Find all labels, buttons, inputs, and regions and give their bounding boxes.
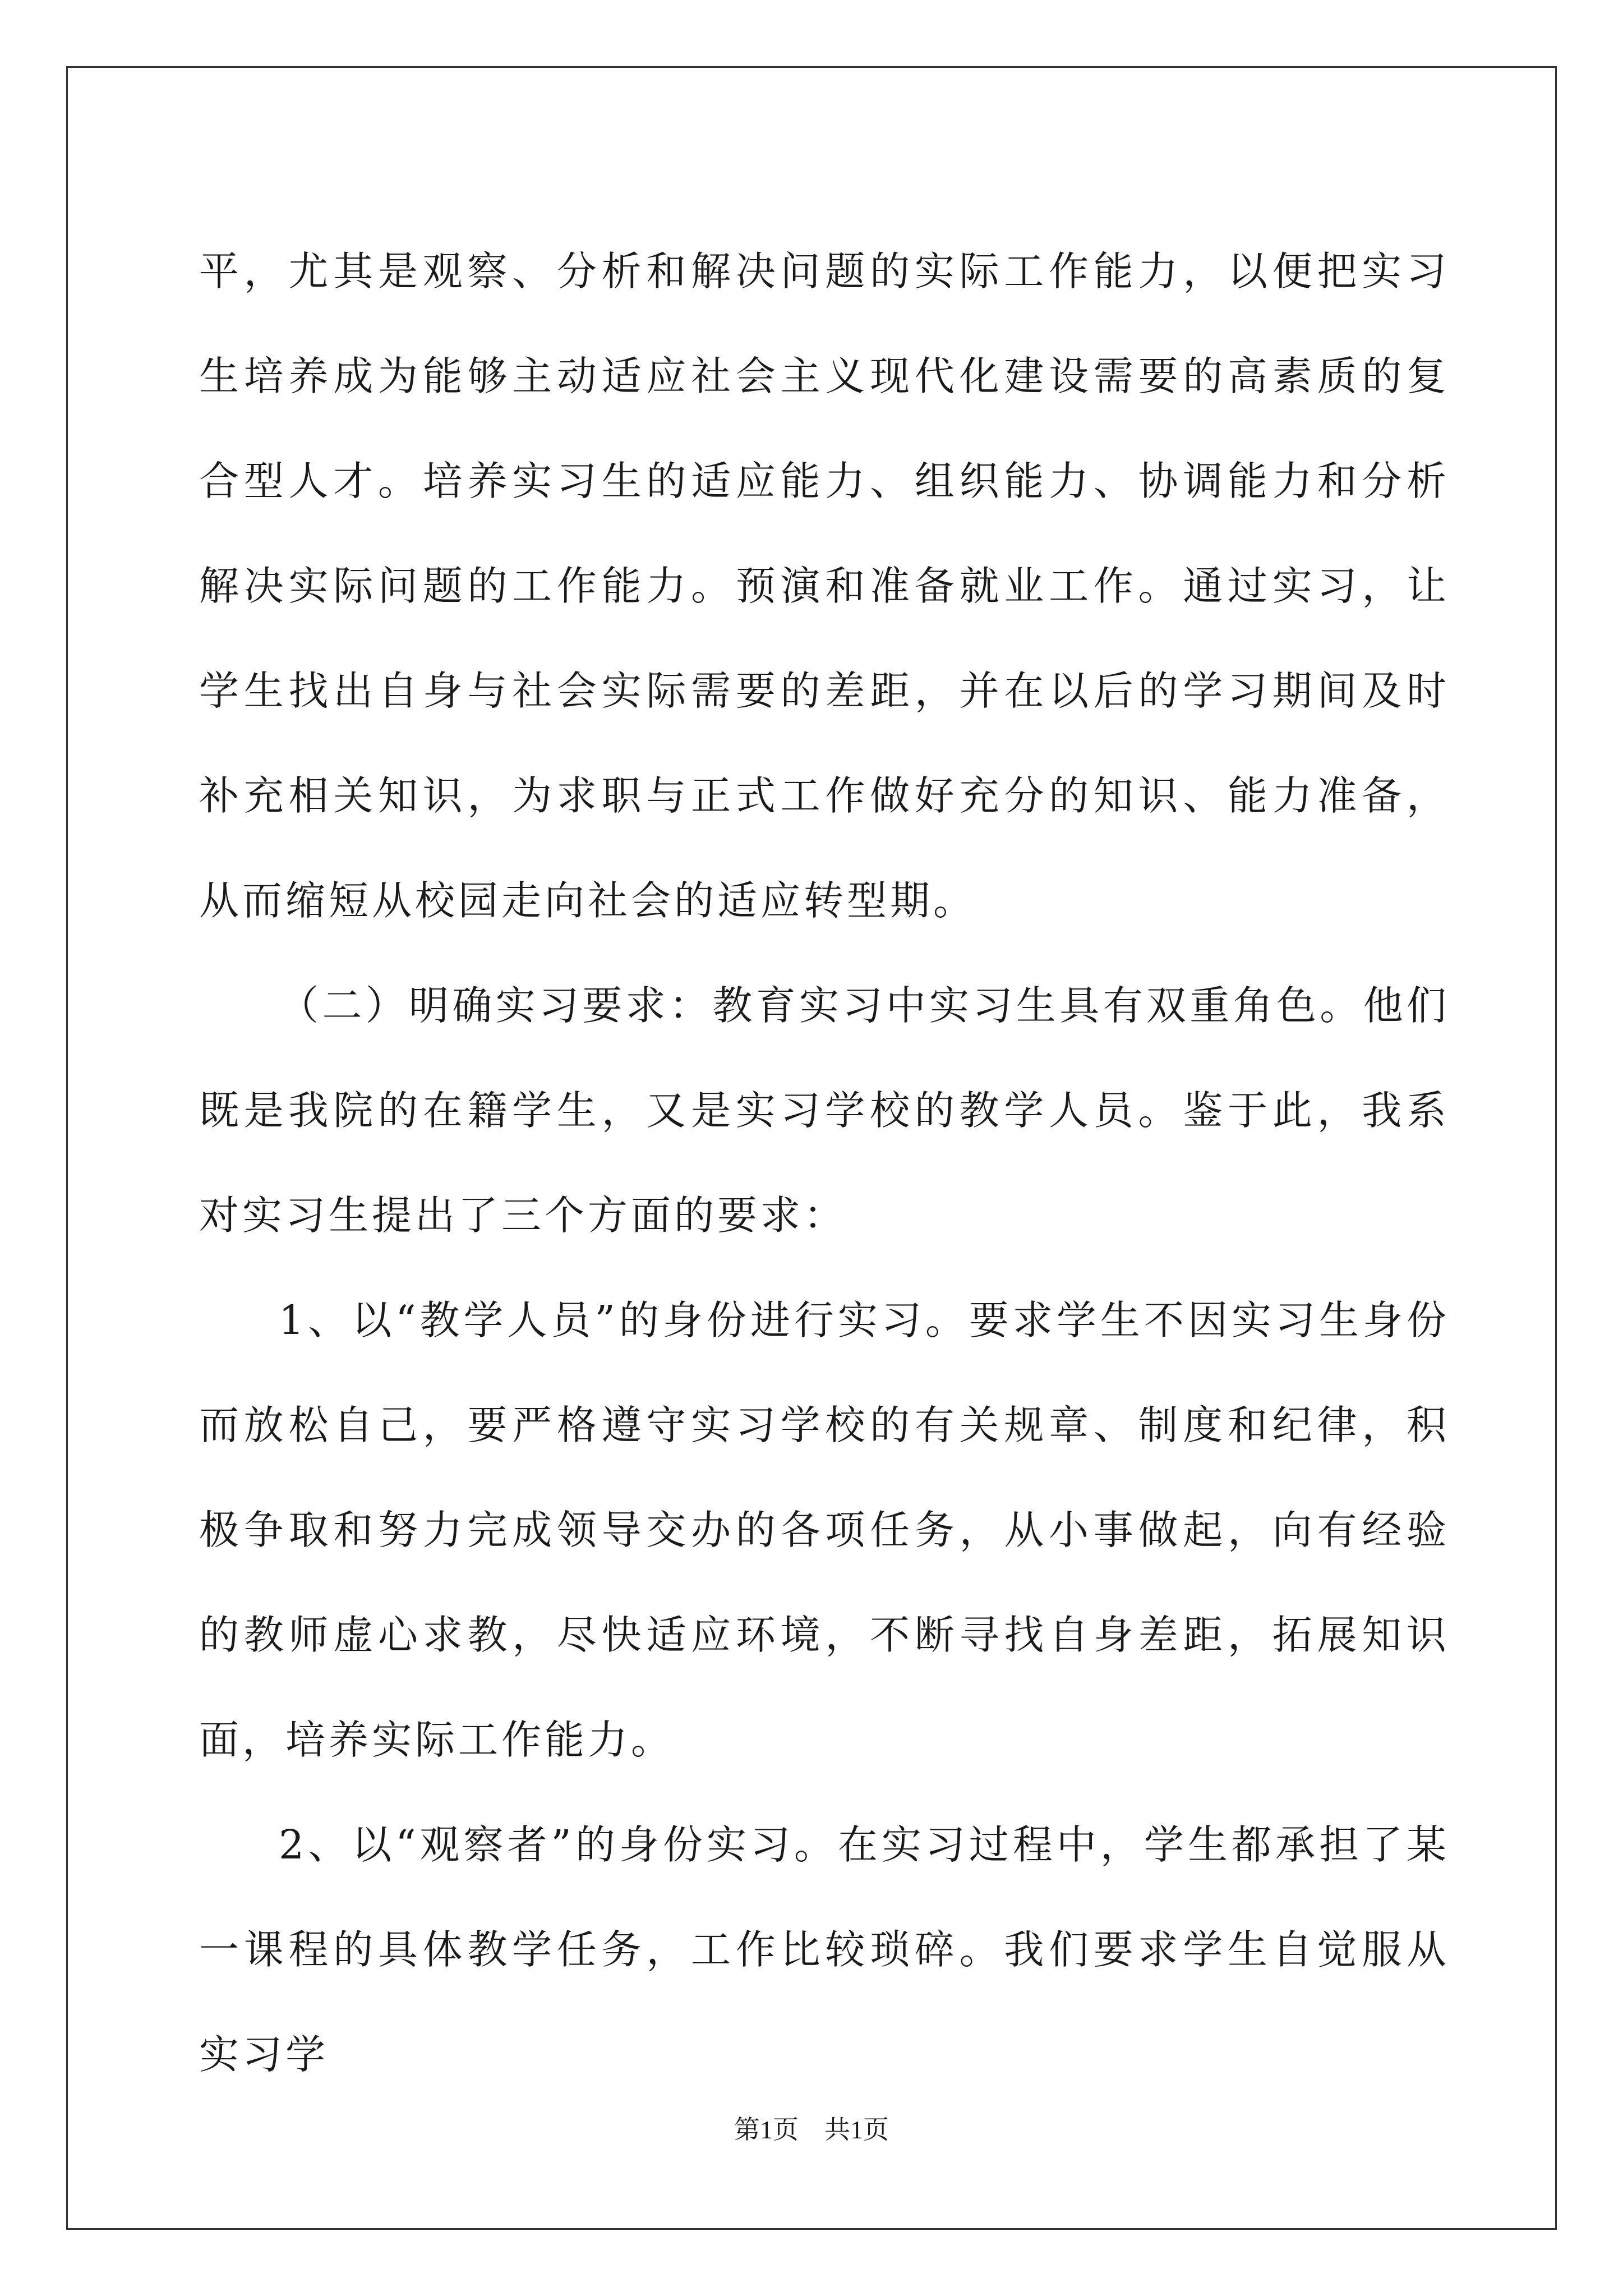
page-number: 第1页 — [734, 2115, 799, 2144]
document-body — [199, 219, 1450, 2107]
page-total: 共1页 — [824, 2115, 889, 2144]
paragraph-requirement-2: 2、以“观察者”的身份实习。在实习过程中，学生都承担了某一课程的具体教学任务，工作比较琐碎。我们要求学生自觉服从实习学 — [199, 1821, 1450, 2078]
paragraph-requirement-1: 1、以“教学人员”的身份进行实习。要求学生不因实习生身份而放松自己，要严格遵守实习学校的有关规章、制度和纪律，积极争取和努力完成领导交办的各项任务，从小事做起，向有经验的教师虚心求教，尽快适应环境，不断寻找自身差距，拓展知识面，培养实际工作能力。 — [199, 1297, 1450, 1763]
page-footer — [0, 2109, 1623, 2146]
paragraph-requirements-intro: （二）明确实习要求：教育实习中实习生具有双重角色。他们既是我院的在籍学生，又是实习学校的教学人员。鉴于此，我系对实习生提出了三个方面的要求： — [199, 982, 1450, 1239]
paragraph-continuation: 平，尤其是观察、分析和解决问题的实际工作能力，以便把实习生培养成为能够主动适应社会主义现代化建设需要的高素质的复合型人才。培养实习生的适应能力、组织能力、协调能力和分析解决实际问题的工作能力。预演和准备就业工作。通过实习，让学生找出自身与社会实际需要的差距，并在以后的学习期间及时补充相关知识，为求职与正式工作做好充分的知识、能力准备，从而缩短从校园走向社会的适应转型期。 — [199, 248, 1450, 924]
